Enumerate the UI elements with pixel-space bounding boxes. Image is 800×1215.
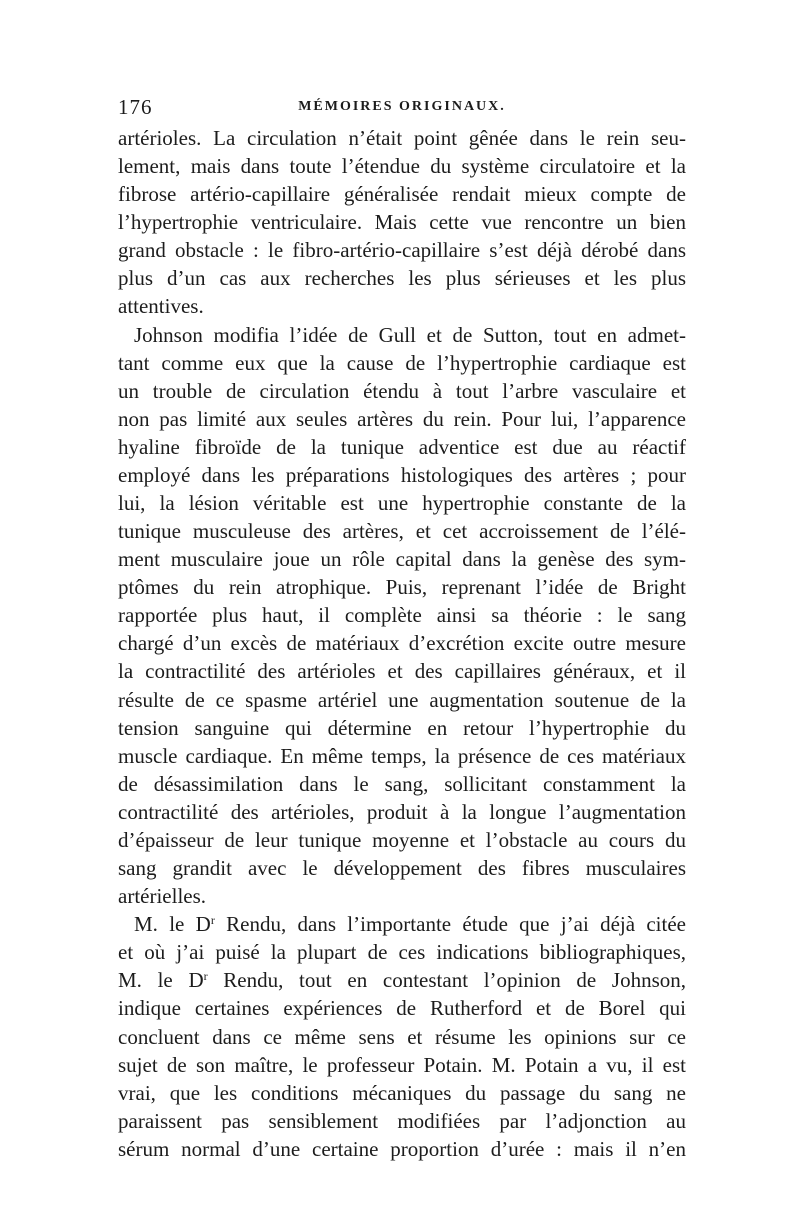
text-line: vrai, que les conditions mécaniques du passage du sang ne <box>118 1080 686 1105</box>
text-fragment: M. le D <box>118 968 204 993</box>
text-line: fibrose artério-capillaire généralisée rendait mieux compte de <box>118 182 686 207</box>
text-line: indique certaines expériences de Rutherford et de Borel qui <box>118 996 686 1021</box>
text-line: et où j’ai puisé la plupart de ces indications bibliographiques, <box>118 940 686 965</box>
body-text <box>118 124 686 1163</box>
text-line: de désassimilation dans le sang, sollicitant constamment la <box>118 771 686 796</box>
text-line: artérioles. La circulation n’était point gênée dans le rein seu- <box>118 126 686 150</box>
text-line: non pas limité aux seules artères du rein. Pour lui, l’apparence <box>118 406 686 431</box>
text-line <box>118 910 686 938</box>
text-line: la contractilité des artérioles et des capillaires généraux, et il <box>118 659 686 684</box>
superscript: r <box>210 913 215 928</box>
paragraph <box>118 124 686 321</box>
text-line: grand obstacle : le fibro-artério-capillaire s’est déjà dérobé dans <box>118 238 686 263</box>
text-line: concluent dans ce même sens et résume les opinions sur ce <box>118 1024 686 1049</box>
text-line: Johnson modifia l’idée de Gull et de Sutton, tout en admet- <box>134 322 686 347</box>
text-line: sérum normal d’une certaine proportion d’urée : mais il n’en <box>118 1136 686 1161</box>
text-line: artérielles. <box>118 884 207 909</box>
text-line: sang grandit avec le développement des fibres musculaires <box>118 856 686 881</box>
text-line: un trouble de circulation étendu à tout l’arbre vasculaire et <box>118 378 686 403</box>
text-line: ment musculaire joue un rôle capital dans la genèse des sym- <box>118 547 686 572</box>
text-line: l’hypertrophie ventriculaire. Mais cette vue rencontre un bien <box>118 210 686 235</box>
text-line: plus d’un cas aux recherches les plus sérieuses et les plus <box>118 266 686 291</box>
paragraph <box>118 910 686 1163</box>
text-line: paraissent pas sensiblement modifiées par l’adjonction au <box>118 1108 686 1133</box>
text-line: ptômes du rein atrophique. Puis, reprenant l’idée de Bright <box>118 575 686 600</box>
text-line: sujet de son maître, le professeur Potain. M. Potain a vu, il est <box>118 1052 686 1077</box>
text-fragment: Rendu, tout en contestant l’opinion de Johnson, <box>207 968 686 993</box>
text-line: employé dans les préparations histologiques des artères ; pour <box>118 462 686 487</box>
text-line: d’épaisseur de leur tunique moyenne et l’obstacle au cours du <box>118 827 686 852</box>
text-line: muscle cardiaque. En même temps, la présence de ces matériaux <box>118 743 686 768</box>
running-title: MÉMOIRES ORIGINAUX. <box>298 99 506 114</box>
text-line: contractilité des artérioles, produit à la longue l’augmentation <box>118 799 686 824</box>
text-line: tension sanguine qui détermine en retour l’hypertrophie du <box>118 715 686 740</box>
text-line <box>118 966 686 994</box>
text-fragment: Rendu, dans l’importante étude que j’ai déjà citée <box>214 912 686 937</box>
text-line: tunique musculeuse des artères, et cet accroissement de l’élé- <box>118 519 686 544</box>
text-line: chargé d’un excès de matériaux d’excrétion excite outre mesure <box>118 631 686 656</box>
text-fragment: M. le D <box>134 912 211 937</box>
text-line: rapportée plus haut, il complète ainsi sa théorie : le sang <box>118 603 686 628</box>
paragraph <box>118 321 686 911</box>
text-line: tant comme eux que la cause de l’hypertrophie cardiaque est <box>118 350 686 375</box>
superscript: r <box>203 969 208 984</box>
text-line: attentives. <box>118 294 204 319</box>
text-line: lement, mais dans toute l’étendue du système circulatoire et la <box>118 154 686 179</box>
text-line: résulte de ce spasme artériel une augmentation soutenue de la <box>118 687 686 712</box>
text-line: hyaline fibroïde de la tunique adventice est due au réactif <box>118 434 686 459</box>
page-number: 176 <box>118 95 153 119</box>
text-line: lui, la lésion véritable est une hypertrophie constante de la <box>118 491 686 516</box>
page-header <box>118 95 686 125</box>
